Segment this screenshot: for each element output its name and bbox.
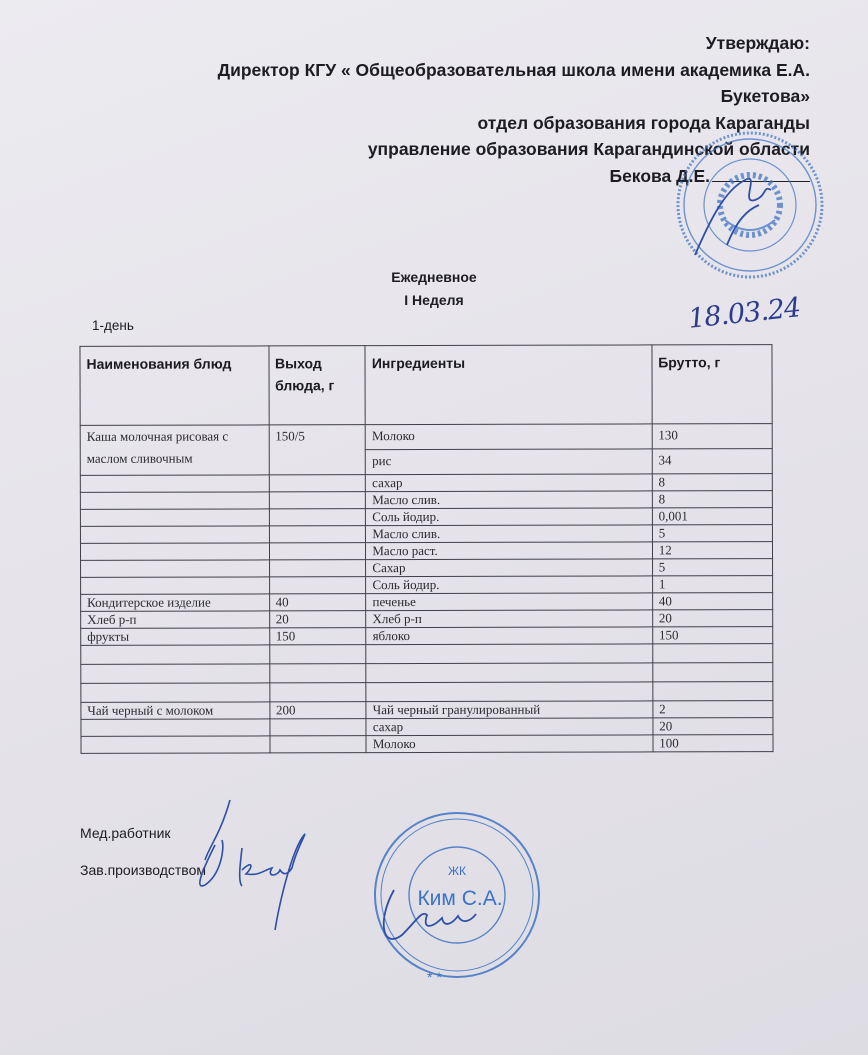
table-row [81,735,773,754]
column-header-yield: Выход блюда, г [268,346,365,425]
dish-yield: 20 [269,611,366,628]
table-row [81,718,773,737]
dish-name [80,475,269,492]
gross-weight: 150 [652,627,772,644]
table-row [81,559,773,578]
dish-yield: 200 [269,702,366,719]
dish-name [80,492,269,509]
ingredient: Молоко [366,735,652,753]
title-daily: Ежедневное [391,269,477,285]
table-row [80,542,772,561]
school-name-line: Букетова» [720,86,810,106]
dish-yield [269,560,366,577]
signer-line [110,163,810,190]
gross-weight: 5 [652,525,772,542]
ingredient: Масло слив. [366,491,652,509]
column-header-gross: Брутто, г [652,345,772,424]
official-stamp-bottom [372,800,552,1000]
signature-underline [712,163,810,182]
ingredient: печенье [366,593,652,611]
table-row [81,576,773,595]
ingredient: сахар [366,474,652,492]
dish-yield [269,526,366,543]
approval-label: Утверждаю: [705,33,810,53]
production-head-label: Зав.производством [80,862,206,878]
table-row [80,424,772,451]
dish-yield [269,509,366,526]
dish-name [81,683,270,702]
dish-yield [269,719,366,736]
dish-name: Каша молочная рисовая с маслом сливочным [80,425,269,475]
column-header-dish: Наименования блюд [80,346,269,425]
department-line: отдел образования города Караганды [477,112,810,133]
dish-name [81,645,270,664]
dish-name: Чай черный с молоком [81,702,270,719]
gross-weight: 2 [653,701,773,718]
gross-weight: 20 [652,610,772,627]
gross-weight [652,644,772,663]
dish-yield: 40 [269,594,366,611]
signer-name: Бекова Д.Е. [609,165,710,186]
ingredient: Соль йодир. [366,508,652,526]
gross-weight: 40 [652,593,772,610]
ingredient: сахар [366,718,652,736]
dish-yield [269,475,366,492]
ingredient: рис [366,449,652,475]
dish-name [81,560,270,577]
table-header-row [80,345,772,426]
gross-weight: 20 [653,718,773,735]
day-label: 1-день [92,318,134,333]
ingredient: яблоко [366,627,652,645]
handwritten-signatures [180,790,400,950]
ingredient: Сахар [366,559,652,577]
ingredient [366,682,652,702]
svg-text:* *: * * [427,969,442,985]
table-row [81,610,773,629]
table-row-empty [81,682,773,703]
ingredient: Масло раст. [366,542,652,560]
table-row [81,593,773,612]
dish-name [81,577,270,594]
dish-name: фрукты [81,628,270,645]
dish-yield [269,664,366,683]
dish-yield: 150/5 [269,425,366,475]
table-row [80,525,772,544]
stamp-name: Ким С.А. [417,887,503,910]
handwritten-date: 18.03.24 [686,292,802,335]
dish-name [80,543,269,560]
dish-yield [269,577,366,594]
director-line: Директор КГУ « Общеобразовательная школа имени академика Е.А. [217,59,810,80]
ingredient: Соль йодир. [366,576,652,594]
ingredient [366,663,652,683]
ingredient [366,644,652,664]
stamp-type: ЖК [447,864,467,878]
gross-weight [653,682,773,701]
dish-name: Кондитерское изделие [81,594,270,611]
gross-weight: 5 [652,559,772,576]
gross-weight: 34 [652,449,772,474]
dish-name [81,719,270,736]
approval-header [110,30,810,189]
dish-yield [269,492,366,509]
gross-weight: 100 [653,735,773,752]
dish-yield [269,645,366,664]
title-week: I Неделя [404,292,464,308]
ingredient: Чай черный гранулированный [366,701,652,719]
gross-weight: 12 [652,542,772,559]
table-row [81,701,773,720]
gross-weight: 8 [652,474,772,491]
dish-yield [269,683,366,702]
dish-name [81,736,270,753]
dish-name [80,509,269,526]
table-row [80,508,772,527]
table-row [80,491,772,510]
gross-weight: 8 [652,491,772,508]
gross-weight: 130 [652,424,772,449]
table-row-empty [81,644,773,665]
dish-yield [270,736,367,753]
menu-table [79,344,773,754]
ingredient: Масло слив. [366,525,652,543]
column-header-ingredients: Ингредиенты [365,345,652,425]
table-row [81,627,773,646]
gross-weight: 1 [652,576,772,593]
dish-name [81,664,270,683]
dish-yield [269,543,366,560]
ingredient: Хлеб р-п [366,610,652,628]
med-worker-label: Мед.работник [80,825,171,841]
director-signature [695,179,771,255]
table-row [80,474,772,493]
dish-name [80,526,269,543]
dish-name: Хлеб р-п [81,611,270,628]
table-row-empty [81,663,773,684]
ingredient: Молоко [366,424,652,450]
gross-weight: 0,001 [652,508,772,525]
gross-weight [653,663,773,682]
dish-yield: 150 [269,628,366,645]
administration-line: управление образования Карагандинской области [367,139,810,159]
